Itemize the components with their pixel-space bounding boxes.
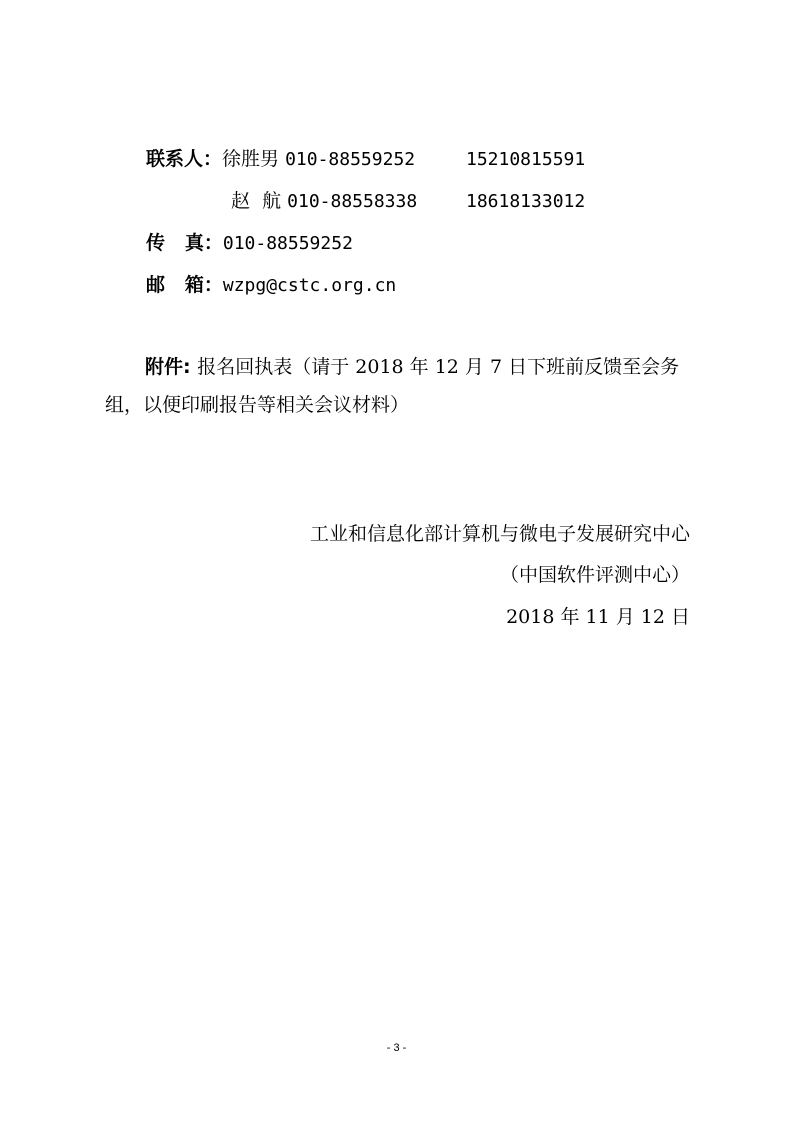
fax-value: 010-88559252 (222, 233, 353, 254)
attachment-text: 报名回执表（请于 2018 年 12 月 7 日下班前反馈至会务组，以便印刷报告等相关会议材料） (105, 356, 680, 416)
contact-mobile-2 (466, 188, 585, 215)
contact-mobile: 15210815591 (466, 149, 586, 170)
signature-org: 工业和信息化部计算机与微电子发展研究中心 (309, 523, 690, 545)
contact-mobile-1 (466, 146, 585, 173)
contact-mobile: 18618133012 (466, 191, 586, 212)
email-row (146, 272, 396, 299)
contact-phone: 010-88559252 (285, 149, 416, 170)
contact-row-1 (146, 146, 415, 173)
contacts-label: 联系人： (146, 148, 223, 170)
contact-row-2 (231, 188, 417, 215)
attachment-paragraph (105, 348, 690, 424)
page-number: - 3 - (386, 1042, 407, 1054)
email-label: 邮 箱： (146, 274, 223, 296)
attachment-label: 附件 (145, 356, 184, 378)
signature-alias: （中国软件评测中心） (499, 564, 690, 586)
email-value: wzpg@cstc.org.cn (222, 275, 397, 296)
contact-name: 徐胜男 (222, 148, 280, 170)
contact-name: 赵 航 (231, 190, 282, 212)
fax-row (146, 230, 353, 257)
signature-date: 2018 年 11 月 12 日 (506, 606, 690, 628)
contact-phone: 010-88558338 (287, 191, 418, 212)
fax-label: 传 真： (146, 232, 223, 254)
attachment-separator: : (183, 356, 198, 378)
